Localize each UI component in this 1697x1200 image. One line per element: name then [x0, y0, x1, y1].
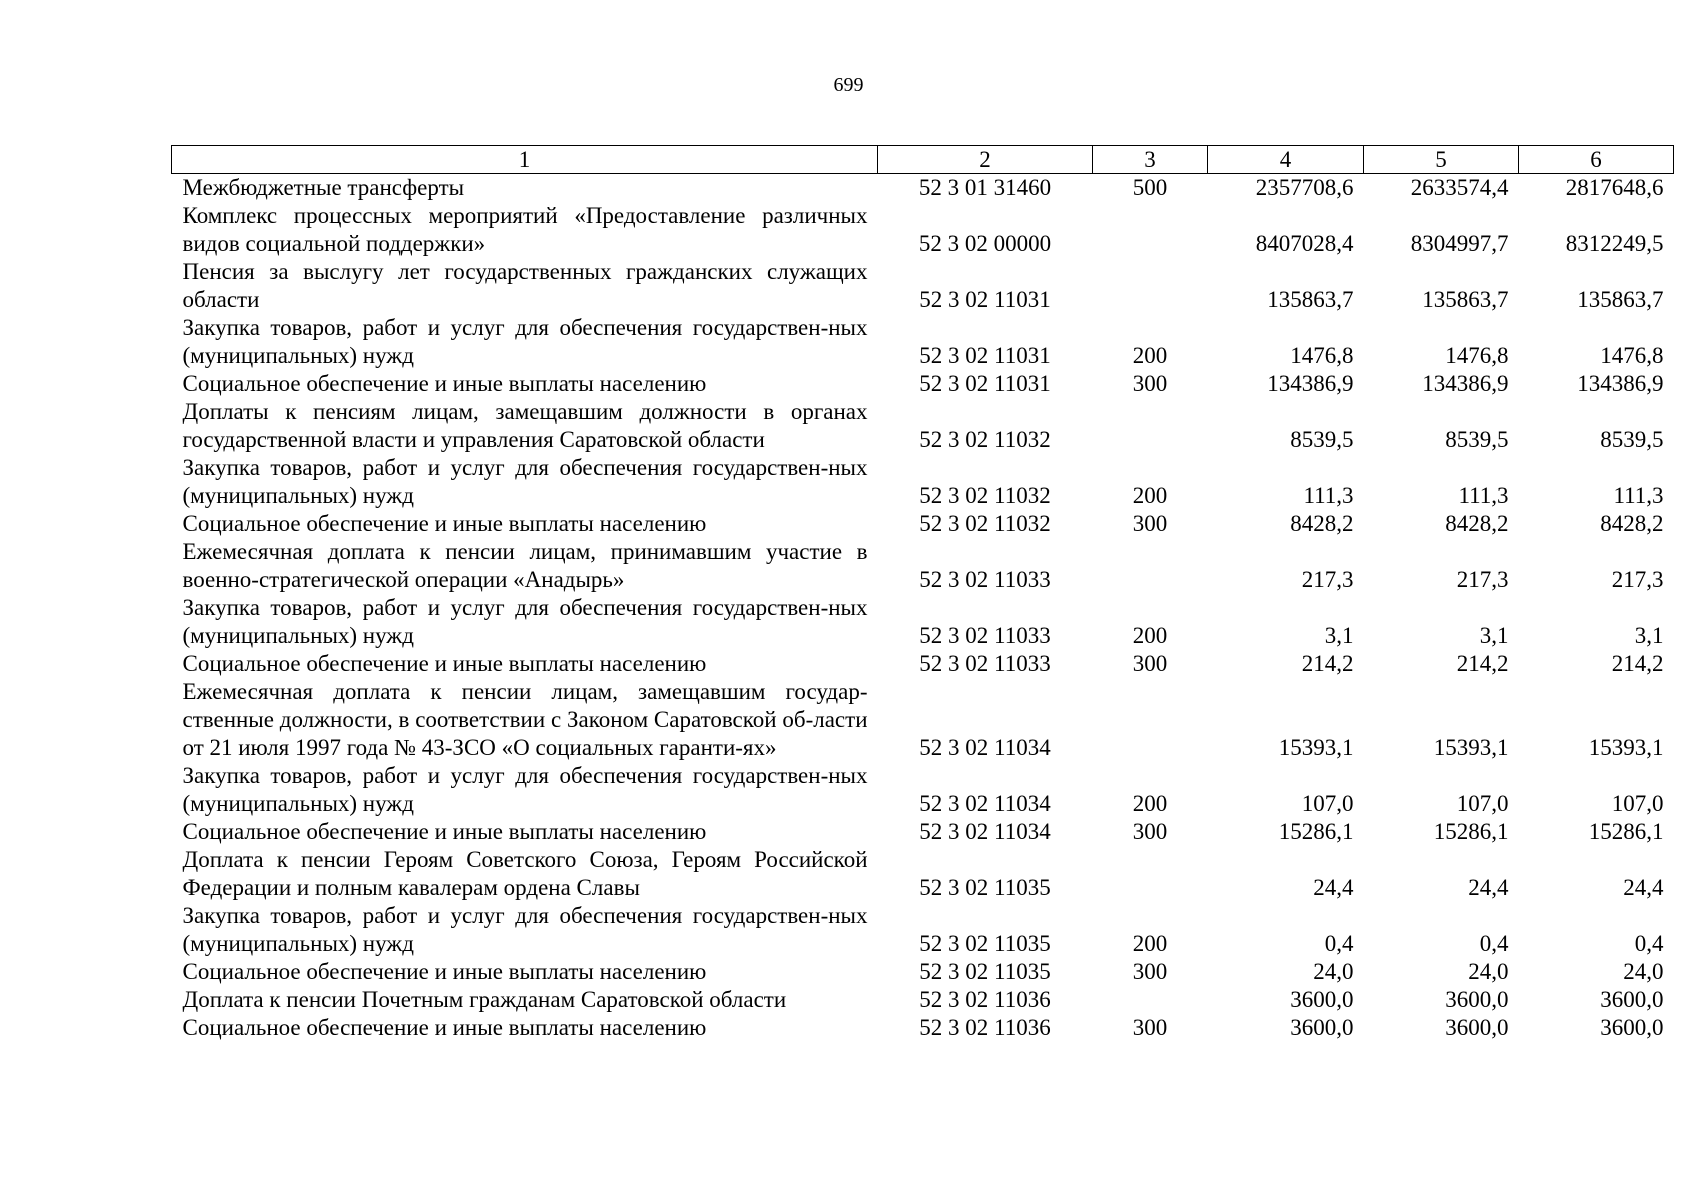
target-code: 52 3 02 11034 [919, 791, 1051, 816]
amount-col-6: 8428,2 [1600, 511, 1664, 536]
amount-col-6: 15286,1 [1588, 819, 1664, 844]
table-row [172, 174, 1674, 203]
target-code: 52 3 02 11032 [919, 427, 1051, 452]
amount-col-4: 15393,1 [1278, 735, 1354, 760]
target-code: 52 3 02 11033 [919, 567, 1051, 592]
table-header [172, 146, 1674, 174]
target-code: 52 3 01 31460 [918, 175, 1052, 200]
row-name: Доплата к пенсии Героям Советского Союза, Героям Российской Федерации и полным кавалерам ордена Славы [182, 847, 868, 900]
target-code: 52 3 02 11035 [919, 875, 1051, 900]
table-row [172, 986, 1674, 1014]
target-code: 52 3 02 11034 [919, 819, 1051, 844]
amount-col-4: 8539,5 [1290, 427, 1354, 452]
row-name: Социальное обеспечение и иные выплаты населению [182, 959, 707, 984]
column-header-2: 2 [878, 146, 1093, 174]
table-body [172, 174, 1674, 1043]
amount-col-4: 15286,1 [1278, 819, 1354, 844]
table-row [172, 370, 1674, 398]
expense-type: 200 [1132, 483, 1168, 508]
amount-col-5: 24,4 [1468, 875, 1509, 900]
amount-col-5: 111,3 [1458, 483, 1509, 508]
amount-col-4: 134386,9 [1267, 371, 1354, 396]
expense-type [1093, 398, 1208, 454]
table-row [172, 454, 1674, 510]
table-row [172, 202, 1674, 258]
amount-col-5: 8428,2 [1445, 511, 1509, 536]
target-code: 52 3 02 00000 [918, 231, 1052, 256]
amount-col-5: 24,0 [1468, 959, 1509, 984]
target-code: 52 3 02 11033 [919, 623, 1051, 648]
row-name: Закупка товаров, работ и услуг для обеспечения государствен-ных (муниципальных) нужд [182, 903, 868, 956]
expense-type: 300 [1132, 819, 1168, 844]
amount-col-4: 214,2 [1301, 651, 1354, 676]
amount-col-4: 3,1 [1324, 623, 1354, 648]
amount-col-5: 0,4 [1479, 931, 1509, 956]
amount-col-5: 15393,1 [1433, 735, 1509, 760]
amount-col-5: 134386,9 [1422, 371, 1509, 396]
expense-type: 300 [1132, 371, 1168, 396]
amount-col-5: 2633574,4 [1410, 175, 1509, 200]
table-row [172, 762, 1674, 818]
expense-type: 300 [1132, 511, 1168, 536]
amount-col-6: 2817648,6 [1565, 175, 1664, 200]
header-row [172, 146, 1674, 174]
row-name: Ежемесячная доплата к пенсии лицам, принимавшим участие в военно-стратегической операции «Анадырь» [182, 539, 868, 592]
row-name: Закупка товаров, работ и услуг для обеспечения государствен-ных (муниципальных) нужд [182, 315, 868, 368]
amount-col-6: 214,2 [1611, 651, 1664, 676]
amount-col-6: 0,4 [1634, 931, 1664, 956]
column-header-6: 6 [1519, 146, 1674, 174]
expense-type: 200 [1132, 623, 1168, 648]
amount-col-4: 217,3 [1301, 567, 1354, 592]
row-name: Ежемесячная доплата к пенсии лицам, замещавшим государ-ственные должности, в соответствии с Законом Саратовской об-ласти от 21 июля 1997 года № 43-ЗСО «О социальных гаранти-ях» [182, 679, 868, 760]
row-name: Закупка товаров, работ и услуг для обеспечения государствен-ных (муниципальных) нужд [182, 455, 868, 508]
target-code: 52 3 02 11036 [919, 987, 1051, 1012]
amount-col-6: 8312249,5 [1565, 231, 1664, 256]
target-code: 52 3 02 11031 [919, 371, 1051, 396]
target-code: 52 3 02 11036 [919, 1015, 1051, 1040]
amount-col-6: 217,3 [1611, 567, 1664, 592]
expense-type [1093, 202, 1208, 258]
row-name: Комплекс процессных мероприятий «Предоставление различных видов социальной поддержки» [182, 203, 868, 256]
amount-col-5: 15286,1 [1433, 819, 1509, 844]
amount-col-5: 8304997,7 [1410, 231, 1509, 256]
amount-col-5: 3600,0 [1445, 987, 1509, 1012]
amount-col-4: 135863,7 [1267, 287, 1354, 312]
amount-col-6: 24,4 [1623, 875, 1664, 900]
row-name: Социальное обеспечение и иные выплаты населению [182, 1015, 707, 1040]
expense-type: 300 [1132, 651, 1168, 676]
amount-col-5: 135863,7 [1422, 287, 1509, 312]
row-name: Пенсия за выслугу лет государственных гражданских служащих области [182, 259, 868, 312]
amount-col-5: 3600,0 [1445, 1015, 1509, 1040]
amount-col-6: 107,0 [1611, 791, 1664, 816]
column-header-4: 4 [1208, 146, 1364, 174]
amount-col-6: 1476,8 [1600, 343, 1664, 368]
table-row [172, 678, 1674, 762]
amount-col-4: 1476,8 [1290, 343, 1354, 368]
amount-col-4: 0,4 [1324, 931, 1354, 956]
table-row [172, 594, 1674, 650]
target-code: 52 3 02 11031 [919, 343, 1051, 368]
row-name: Закупка товаров, работ и услуг для обеспечения государствен-ных (муниципальных) нужд [182, 763, 868, 816]
amount-col-6: 24,0 [1623, 959, 1664, 984]
target-code: 52 3 02 11032 [919, 483, 1051, 508]
expense-type [1093, 538, 1208, 594]
amount-col-5: 1476,8 [1445, 343, 1509, 368]
expense-type: 200 [1132, 931, 1168, 956]
table-row [172, 510, 1674, 538]
amount-col-6: 3600,0 [1600, 987, 1664, 1012]
table-row [172, 314, 1674, 370]
expense-type: 200 [1132, 791, 1168, 816]
amount-col-5: 8539,5 [1445, 427, 1509, 452]
amount-col-4: 2357708,6 [1255, 175, 1354, 200]
table-row [172, 258, 1674, 314]
amount-col-4: 107,0 [1301, 791, 1354, 816]
amount-col-6: 3600,0 [1600, 1015, 1664, 1040]
row-name: Доплата к пенсии Почетным гражданам Саратовской области [182, 987, 787, 1012]
row-name: Социальное обеспечение и иные выплаты населению [182, 511, 707, 536]
row-name: Закупка товаров, работ и услуг для обеспечения государствен-ных (муниципальных) нужд [182, 595, 868, 648]
table-row [172, 846, 1674, 902]
table-row [172, 1014, 1674, 1042]
column-header-3: 3 [1093, 146, 1208, 174]
row-name: Социальное обеспечение и иные выплаты населению [182, 371, 707, 396]
table-row [172, 958, 1674, 986]
amount-col-4: 3600,0 [1290, 1015, 1354, 1040]
target-code: 52 3 02 11033 [919, 651, 1051, 676]
table-row [172, 902, 1674, 958]
target-code: 52 3 02 11032 [919, 511, 1051, 536]
amount-col-6: 134386,9 [1577, 371, 1664, 396]
amount-col-5: 217,3 [1456, 567, 1509, 592]
table-row [172, 650, 1674, 678]
amount-col-4: 8428,2 [1290, 511, 1354, 536]
amount-col-5: 3,1 [1479, 623, 1509, 648]
expense-type: 300 [1132, 959, 1168, 984]
amount-col-4: 111,3 [1303, 483, 1354, 508]
expense-type [1093, 986, 1208, 1014]
amount-col-5: 107,0 [1456, 791, 1509, 816]
amount-col-4: 3600,0 [1290, 987, 1354, 1012]
row-name: Социальное обеспечение и иные выплаты населению [182, 651, 707, 676]
expense-type [1093, 846, 1208, 902]
expense-type: 300 [1132, 1015, 1168, 1040]
target-code: 52 3 02 11035 [919, 959, 1051, 984]
table-row [172, 818, 1674, 846]
target-code: 52 3 02 11034 [919, 735, 1051, 760]
amount-col-6: 3,1 [1634, 623, 1664, 648]
budget-table [171, 145, 1674, 1042]
amount-col-4: 8407028,4 [1255, 231, 1354, 256]
target-code: 52 3 02 11031 [919, 287, 1051, 312]
amount-col-4: 24,4 [1313, 875, 1354, 900]
amount-col-6: 111,3 [1613, 483, 1664, 508]
expense-type [1093, 258, 1208, 314]
column-header-1: 1 [172, 146, 878, 174]
amount-col-4: 24,0 [1313, 959, 1354, 984]
expense-type: 500 [1132, 175, 1168, 200]
row-name: Доплаты к пенсиям лицам, замещавшим должности в органах государственной власти и управления Саратовской области [182, 399, 868, 452]
table-row [172, 538, 1674, 594]
amount-col-6: 8539,5 [1600, 427, 1664, 452]
row-name: Межбюджетные трансферты [182, 175, 465, 200]
expense-type [1093, 678, 1208, 762]
row-name: Социальное обеспечение и иные выплаты населению [182, 819, 707, 844]
column-header-5: 5 [1364, 146, 1519, 174]
amount-col-6: 135863,7 [1577, 287, 1664, 312]
table-row [172, 398, 1674, 454]
amount-col-6: 15393,1 [1588, 735, 1664, 760]
amount-col-5: 214,2 [1456, 651, 1509, 676]
expense-type: 200 [1132, 343, 1168, 368]
page-number: 699 [833, 74, 864, 96]
target-code: 52 3 02 11035 [919, 931, 1051, 956]
